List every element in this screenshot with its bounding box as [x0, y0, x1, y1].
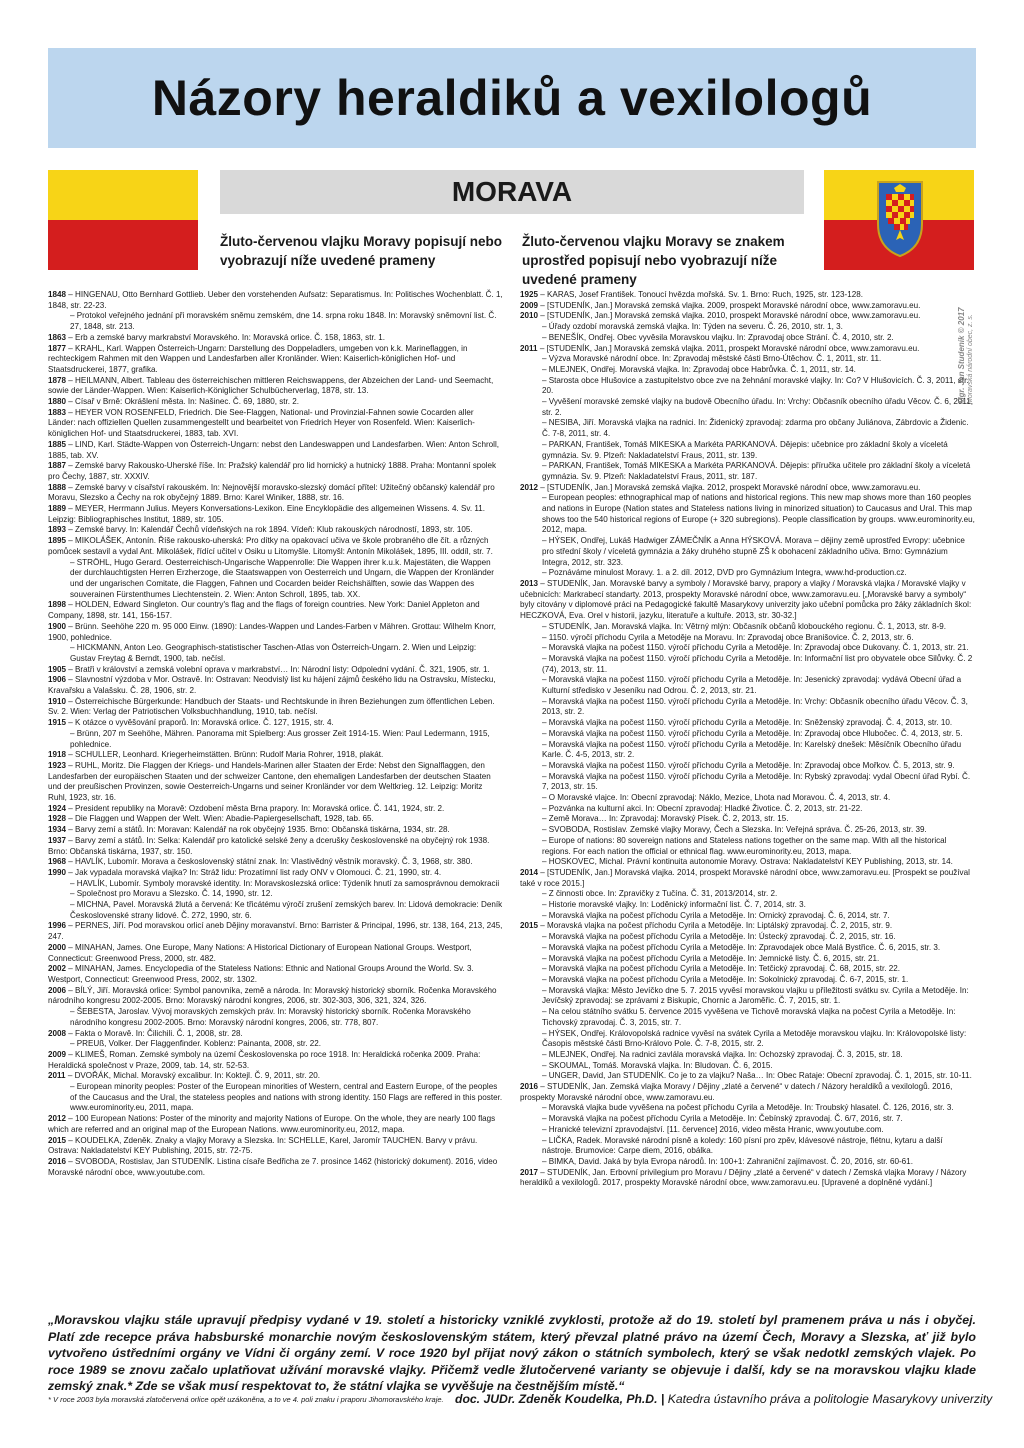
entry-text: – [STUDENÍK, Jan.] Moravská zemská vlajka. 2009, prospekt Moravské národní obce, www.zamoravu.eu.	[540, 300, 921, 310]
bibliography-entry	[520, 814, 975, 825]
bibliography-entry	[520, 986, 975, 1007]
bibliography-entry	[520, 943, 975, 954]
bibliography-entry	[520, 354, 975, 365]
entry-text: – Moravská vlajka na počest příchodu Cyrila a Metoděje. In: Ústecký zpravodaj. Č. 2, 2015, str. 16.	[542, 932, 896, 942]
entry-year: 1968	[48, 857, 67, 867]
entry-text: – LIND, Karl. Städte-Wappen von Österreich-Ungarn: nebst den Landeswappen und Landesfarben. Wien: Anton Schroll, 1885, tab. XV.	[48, 439, 499, 460]
side-credit-org: Moravská národní obec, z. s.	[967, 314, 974, 404]
bibliography-entry	[48, 943, 503, 964]
entry-text: – KARAS, Josef František. Tonoucí hvězda mořská. Sv. 1. Brno: Ruch, 1925, str. 123-128.	[540, 290, 863, 299]
bibliography-entry	[520, 536, 975, 568]
entry-text: – [STUDENÍK, Jan.] Moravská zemská vlajka. 2012, prospekt Moravské národní obce, www.zamoravu.eu.	[540, 482, 921, 492]
side-credit	[958, 286, 972, 406]
entry-text: – Moravská vlajka: Město Jevíčko dne 5. 7. 2015 vyvěsí moravskou vlajku u příležitosti svátku sv. Cyrila a Metoděje. In: Jevíčský zpravodaj: se zprávami z Biskupic, Chornic a Jaroměřic. Č. 7, 2015, str. 1.	[542, 985, 969, 1006]
entry-text: – MLEJNEK, Ondřej. Na radnici zavlála moravská vlajka. In: Ochozský zpravodaj. Č. 3, 2015, str. 18.	[542, 1049, 903, 1059]
entry-text: – [STUDENÍK, Jan.] Moravská vlajka. 2014, prospekt Moravské národní obce, www.zamoravu.eu. [Prospekt se používal také v roce 2015.]	[520, 867, 970, 888]
entry-text: – Die Flaggen und Wappen der Welt. Wien: Abadie-Papiergesellschaft, 1928, tab. 65.	[68, 814, 374, 824]
bibliography-entry	[520, 418, 975, 439]
bibliography-entry	[520, 836, 975, 857]
entry-text: – Výzva Moravské národní obce. In: Zpravodaj městské části Brno-Útěchov. Č. 1, 2011, str. 11.	[542, 354, 882, 364]
bibliography-entry	[48, 622, 503, 643]
bibliography-entry	[520, 397, 975, 418]
entry-text: – Moravská vlajka na počest příchodu Cyrila a Metoděje. In: Čebínský zpravodaj. Č. 6/7, 2016, str. 7.	[542, 1114, 903, 1124]
bibliography-entry	[48, 825, 503, 836]
entry-text: – UNGER, David, Jan STUDENÍK. Co je to za vlajku? Naša… In: Obec Rataje: Obecní zpravodaj. Č. 1, 2015, str. 10-11.	[542, 1071, 972, 1081]
bibliography-entry	[520, 954, 975, 965]
entry-text: – STRÖHL, Hugo Gerard. Oesterreichisch-Ungarische Wappenrolle: Die Wappen ihrer k.u.k. Majestäten, die Wappen der durchlauchtigsten Herren Erzherzoge, die Staatswappen von Oesterreich und Ungarn, die Wappen der Kronländer und der ungarischen Comitate, die Flaggen, Fahnen und Cocarden beider Reichshälften, sowie das Wappen des souverainen Fürstenthumes Liechtenstein. 2. Wien: Anton Schroll, 1895, tab. XX.	[70, 557, 494, 599]
bibliography-entry	[48, 1050, 503, 1071]
bibliography-entry	[520, 718, 975, 729]
bibliography-entry	[48, 483, 503, 504]
bibliography-entry	[48, 600, 503, 621]
entry-text: – Moravská vlajka bude vyvěšena na počest příchodu Cyrila a Metoděje. In: Troubský hlasatel. Č. 126, 2016, str. 3.	[542, 1103, 954, 1113]
entry-text: – Na celou státního svátku 5. července 2015 vyvěšena ve Tichově moravská vlajka na počest Cyrila a Metoděje. In: Tichovský zpravodaj. Č. 3, 2015, str. 7.	[542, 1007, 956, 1027]
entry-text: – Moravská vlajka na počest 1150. výročí příchodu Cyrila a Metoděje. In: Sněženský zpravodaj. Č. 4, 2013, str. 10.	[542, 718, 953, 728]
entry-text: – Jak vypadala moravská vlajka? In: Stráž lidu: Prozatímní list rady ONV v Olomouci. Č. 21, 1990, str. 4.	[68, 867, 442, 877]
entry-text: – Pozvánka na kulturní akci. In: Obecní zpravodaj: Hladké Životice. Č. 2, 2013, str. 21-22.	[542, 803, 863, 813]
bibliography-entry	[48, 750, 503, 761]
entry-year: 2011	[48, 1071, 66, 1081]
right-bibliography-column	[520, 290, 975, 1189]
entry-text: – European minority peoples: Poster of the European minorities of Western, central and Eastern Europe, of the peoples of the Caucasus and the Ural, the stateless peoples and nations with strong identity. 150 Flags are reffered in this poster. www.eurominority.eu, 2011, mapa.	[70, 1082, 503, 1113]
entry-text: – BENEŠÍK, Ondřej. Obec vyvěsila Moravskou vlajku. In: Zpravodaj obce Strání. Č. 4, 2010, str. 2.	[542, 332, 894, 342]
entry-year: 1863	[48, 332, 67, 342]
entry-year: 1934	[48, 825, 67, 835]
entry-year: 1996	[48, 921, 67, 931]
entry-text: – 1150. výročí příchodu Cyrila a Metoděje na Moravu. In: Zpravodaj obce Branišovice. Č. 2, 2013, str. 6.	[542, 632, 914, 642]
side-credit-text: Mgr. Jan Studeník © 2017	[957, 307, 966, 404]
entry-text: – Moravská vlajka na počest příchodu Cyrila a Metoděje. In: Zpravodajek obce Malá Bystřice. Č. 6, 2015, str. 3.	[542, 942, 941, 952]
flag-red-stripe	[48, 220, 198, 270]
bibliography-entry	[520, 729, 975, 740]
bibliography-entry	[520, 675, 975, 696]
bibliography-entry	[48, 675, 503, 696]
bibliography-entry	[520, 643, 975, 654]
author-separator: |	[660, 1392, 665, 1406]
entry-year: 1924	[48, 803, 67, 813]
entry-year: 1887	[48, 461, 67, 471]
entry-text: – HAVLÍK, Lubomír. Morava a československý státní znak. In: Vlastivědný věstník moravský. Č. 3, 1968, str. 380.	[68, 857, 473, 867]
entry-text: – Europe of nations: 80 sovereign nations and Stateless nations together on the same map. With all the historical regions. For each nation the official or ethnical flag. www.eurominority.eu, 2013, mapa.	[542, 835, 947, 856]
entry-text: – Moravská vlajka na počest 1150. výročí příchodu Cyrila a Metoděje. In: Jesenický zpravodaj: vydává Obecní úřad a Kulturní středisko v Jeseníku nad Odrou. Č. 2, 2013, str. 21.	[542, 675, 962, 696]
entry-text: – Poznáváme minulost Moravy. 1. a 2. díl. 2012, DVD pro Gymnázium Integra, www.hd-production.cz.	[542, 568, 907, 578]
entry-text: – SVOBODA, Rostislav. Zemské vlajky Moravy, Čech a Slezska. In: Veřejná správa. Č. 25-26, 2013, str. 39.	[542, 825, 927, 835]
bibliography-entry	[520, 440, 975, 461]
page-title: Názory heraldiků a vexilologů	[151, 70, 873, 126]
bibliography-entry	[520, 740, 975, 761]
entry-text: – Bratři v království a zemská volební oprava v markrabství… In: Národní listy: Odpolední vydání. Č. 321, 1905, str. 1.	[68, 664, 490, 674]
bibliography-entry	[520, 654, 975, 675]
entry-text: – K otázce o vyvěšování praporů. In: Moravská orlice. Č. 127, 1915, str. 4.	[68, 718, 334, 728]
bibliography-entry	[48, 761, 503, 804]
entry-year: 2000	[48, 942, 67, 952]
bibliography-entry	[48, 311, 503, 332]
bibliography-entry	[48, 857, 503, 868]
entry-text: – Zemské barvy. In: Kalendář Čechů vídeňských na rok 1894. Vídeň: Klub rakouských národností, 1893, str. 105.	[68, 525, 473, 535]
entry-text: – NESIBA, Jiří. Moravská vlajka na radnici. In: Židenický zpravodaj: zdarma pro občany Juliánova, Zábrdovic a Židenic. Č. 7-8, 2011, str. 4.	[542, 418, 969, 439]
entry-text: – PARKAN, František, Tomáš MIKESKA a Markéta PARKANOVÁ. Dějepis: příručka učitele pro základní školy a víceletá gymnázia. Sv. 9. Plzeň: Nakladatelství Fraus, 2011, str. 187.	[542, 461, 971, 481]
entry-text: – Moravská vlajka na počest příchodu Cyrila a Metoděje. In: Liptálský zpravodaj. Č. 2, 2015, str. 9.	[540, 921, 893, 931]
entry-text: – HÝSEK, Ondřej. Královopolská radnice vyvěsí na svátek Cyrila a Metoděje moravskou vlajku. In: Královopolské listy: Časopis městské části Brno-Královo Pole. Č. 7-8, 2015, str. 2.	[542, 1028, 967, 1049]
bibliography-entry	[520, 1103, 975, 1114]
bibliography-entry	[48, 1157, 503, 1178]
entry-text: – BÍLÝ, Jiří. Moravská orlice: Symbol panovníka, země a národa. In: Moravský historický sborník. Ročenka Moravského národního kongresu 2002-2005. Brno: Moravský národní kongres, 2006, str. 302-303, 306, 321, 324, 326.	[48, 985, 497, 1006]
bibliography-entry	[520, 1050, 975, 1061]
entry-text: – Protokol veřejného jednání při moravském sněmu zemském, dne 14. srpna roku 1848. In: Moravský sněmovní list. Č. 27, 1848, str. 213.	[70, 311, 497, 332]
bibliography-entry	[520, 1125, 975, 1136]
bibliography-entry	[48, 525, 503, 536]
entry-year: 2016	[48, 1156, 67, 1166]
subtitle-right: Žluto-červenou vlajku Moravy se znakem uprostřed popisují nebo vyobrazují níže uvedené prameny	[522, 234, 785, 287]
entry-year: 1990	[48, 867, 67, 877]
bibliography-entry	[48, 1007, 503, 1028]
bibliography-entry	[520, 793, 975, 804]
entry-text: – HOLDEN, Edward Singleton. Our country's flag and the flags of foreign countries. New York: Daniel Appleton and Company, 1898, str. 141, 156-157.	[48, 600, 480, 621]
bibliography-entry	[520, 1029, 975, 1050]
entry-text: – DVOŘÁK, Michal. Moravský excalibur. In: Koktejl. Č. 9, 2011, str. 20.	[67, 1071, 321, 1081]
entry-text: – Starosta obce Hlušovice a zastupitelstvo obce zve na žehnání moravské vlajky. In: Co? V Hlušovicích. Č. 3, 2011, str. 20.	[542, 375, 969, 396]
quote-paragraph: „Moravskou vlajku stále upravují předpisy vydané v 19. století a historicky vzniklé zvyklosti, protože až do 19. století byl pramenem práva u nás i obyčej. Platí zde recepce práva habsburské monarchie novým československým státem, který převzal platné právo na území Čech, Moravy a Slezska, ať již bylo vytvořeno ústředními orgány ve Vídni či orgány zemí. V roce 1920 byl přijat nový zákon o státních symbolech, který se však nedotkl zemských vlajek. Po roce 1989 se znovu začalo uplatňovat užívání moravské vlajky. Přičemž vedle žlutočervené varianty se objevuje i další, kdy se na moravskou vlajku klade zemský znak.* Zde se však musí respektovat to, že státní vlajka se vyvěšuje na čestnějším místě.“	[48, 1313, 976, 1394]
entry-year: 2009	[520, 300, 539, 310]
entry-text: – Císař v Brně: Okrášlení města. In: Našinec. Č. 69, 1880, str. 2.	[68, 397, 300, 407]
bibliography-entry	[48, 729, 503, 750]
entry-year: 1900	[48, 621, 67, 631]
entry-text: – Úřady ozdobí moravská zemská vlajka. In: Týden na severu. Č. 26, 2010, str. 1, 3.	[542, 322, 843, 332]
bibliography-entry	[48, 804, 503, 815]
bibliography-entry	[520, 633, 975, 644]
bibliography-entry	[48, 643, 503, 664]
bibliography-entry	[520, 1114, 975, 1125]
bibliography-entry	[48, 1082, 503, 1114]
bibliography-entry	[520, 857, 975, 868]
bibliography-entry	[520, 579, 975, 622]
entry-year: 2017	[520, 1167, 539, 1177]
bibliography-entry	[520, 365, 975, 376]
entry-year: 2016	[520, 1082, 539, 1092]
entry-text: – Moravská vlajka na počest 1150. výročí příchodu Cyrila a Metoděje. In: Informační list pro obyvatele obce Silůvky. Č. 2 (74), 2013, str. 11.	[542, 653, 973, 674]
entry-text: – President republiky na Moravě: Ozdobení města Brna prapory. In: Moravská orlice. Č. 141, 1924, str. 2.	[68, 803, 445, 813]
entry-text: – [STUDENÍK, Jan.] Moravská zemská vlajka. 2010, prospekt Moravské národní obce, www.zamoravu.eu.	[540, 311, 921, 321]
quote-author	[455, 1392, 992, 1406]
bibliography-entry	[48, 504, 503, 525]
entry-year: 1885	[48, 439, 67, 449]
entry-text: – PERNES, Jiří. Pod moravskou orlicí aneb Dějiny moravanství. Brno: Barrister & Principal, 1996, str. 138, 164, 213, 245, 247.	[48, 921, 503, 942]
entry-year: 1918	[48, 750, 67, 760]
entry-year: 1877	[48, 343, 67, 353]
bibliography-entry	[48, 964, 503, 985]
entry-year: 1888	[48, 482, 67, 492]
entry-text: – KLIMEŠ, Roman. Zemské symboly na území Československa po roce 1918. In: Heraldická ročenka 2009. Praha: Heraldická společnost v Praze, 2009, tab. 14, str. 52-53.	[48, 1049, 481, 1070]
entry-text: – HEYER VON ROSENFELD, Friedrich. Die See-Flaggen, National- und Provinzial-Fahnen sowie Cocarden aller Länder: nach offiziellen Quellen zusammengestellt und bearbeitet von Friedrich Heyer von Rosenfeld. Wien: Kaiserlich-königlichen Hof- und Staatsdruckerei, 1883, tab. XVI.	[48, 407, 475, 439]
bibliography-entry	[520, 900, 975, 911]
entry-text: – SKOUMAL, Tomáš. Moravská vlajka. In: Bludovan. Č. 6, 2015.	[542, 1060, 773, 1070]
bibliography-entry	[520, 1007, 975, 1028]
entry-year: 1905	[48, 664, 67, 674]
entry-year: 1878	[48, 375, 67, 385]
entry-year: 1895	[48, 536, 67, 546]
bibliography-entry	[48, 536, 503, 557]
entry-year: 2011	[520, 343, 538, 353]
entry-text: – HAVLÍK, Lubomír. Symboly moravské identity. In: Moravskoslezská orlice: Týdeník hnutí za samosprávnou demokracii – Společnost pro Moravu a Slezsko. Č. 14, 1990, str. 12.	[70, 878, 500, 899]
moravian-eagle-coat-of-arms-icon	[874, 178, 926, 258]
footnote: * V roce 2003 byla moravská zlatočervená orlice opět uzákoněna, a to ve 4. poli znaku i praporu Jihomoravského kraje.	[48, 1395, 444, 1404]
entry-text: – Moravská vlajka na počest 1150. výročí příchodu Cyrila a Metoděje. In: Zpravodaj obce Hlubočec. Č. 4, 2013, str. 5.	[542, 728, 963, 738]
title-banner	[48, 48, 976, 148]
entry-text: – STUDENÍK, Jan. Moravské barvy a symboly / Moravské barvy, prapory a vlajky / Moravská vlajka / Moravské vlajky v učebnicích: Markrabecí standarty. 2013, prospekty Moravské národní obce, www.zamoravu.eu. [„Moravské barvy a symboly“ byly citovány v diplomové práci na Pedagogické fakultě Masarykovy univerzity jako učební pomůcka pro žáky základních škol: HECZKOVÁ, Eva. Orel v historii, jazyku, literatuře a kultuře. 2013, str. 30-32.]	[520, 578, 972, 621]
entry-year: 2006	[48, 985, 67, 995]
entry-text: – Slavnostní výzdoba v Mor. Ostravě. In: Ostravan: Neodvislý list ku hájení zájmů českého lidu na Ostravsku, Místecku, Kravařsku a Valašsku. Č. 28, 1906, str. 2.	[48, 675, 496, 696]
bibliography-entry	[520, 301, 975, 312]
entry-text: – PREUß, Volker. Der Flaggenfinder. Koblenz: Painanta, 2008, str. 22.	[70, 1039, 322, 1049]
bibliography-entry	[520, 1136, 975, 1157]
entry-year: 2014	[520, 867, 539, 877]
bibliography-entry	[520, 483, 975, 494]
entry-year: 1848	[48, 290, 67, 299]
bibliography-entry	[520, 322, 975, 333]
entry-year: 2015	[48, 1135, 67, 1145]
entry-text: – Moravská vlajka na počest 1150. výročí příchodu Cyrila a Metoděje. In: Zpravodaj obce Mořkov. Č. 5, 2013, str. 9.	[542, 760, 955, 770]
entry-text: – MICHNA, Pavel. Moravská žlutá a červená: Ke třicátému výročí zrušení zemských barev. In: Lidová demokracie: Deník Československé strany lidové. Č. 272, 1990, str. 6.	[70, 900, 503, 920]
entry-text: – STUDENÍK, Jan. Erbovní privilegium pro Moravu / Dějiny „zlaté a červené“ v datech / Zemská vlajka Moravy / Názory heraldiků a vexilologů. 2017, prospekty Moravské národní obce, www.zamoravu.eu. [Upravené a doplněné vydání.]	[520, 1167, 967, 1188]
bibliography-entry	[520, 1071, 975, 1082]
bibliography-entry	[520, 697, 975, 718]
bibliography-entry	[520, 344, 975, 355]
entry-year: 2012	[48, 1114, 67, 1124]
bibliography-entry	[48, 408, 503, 440]
entry-year: 2002	[48, 964, 67, 974]
bibliography-entry	[48, 461, 503, 482]
bibliography-entry	[520, 568, 975, 579]
entry-year: 2009	[48, 1049, 67, 1059]
entry-text: – [STUDENÍK, Jan.] Moravská zemská vlajka. 2011, prospekt Moravské národní obce, www.zamoravu.eu.	[539, 343, 920, 353]
entry-year: 2010	[520, 311, 539, 321]
entry-year: 1925	[520, 290, 539, 299]
bibliography-entry	[48, 697, 503, 718]
flag-yellow-stripe	[48, 170, 198, 220]
bibliography-entry	[48, 814, 503, 825]
bibliography-entry	[48, 921, 503, 942]
entry-text: – HICKMANN, Anton Leo. Geographisch-statistischer Taschen-Atlas von Österreich-Ungarn. 2. Wien und Leipzig: Gustav Freytag & Berndt, 1900, tab. nečísl.	[70, 643, 477, 663]
entry-text: – Moravská vlajka na počest 1150. výročí příchodu Cyrila a Metoděje. In: Zpravodaj obce Dukovany. Č. 1, 2013, str. 21.	[542, 643, 969, 653]
section-title: MORAVA	[220, 170, 804, 214]
bibliography-entry	[520, 804, 975, 815]
entry-text: – HOSKOVEC, Michal. Právní kontinuita autonomie Moravy. Ostrava: Nakladatelství KEY Publishing, 2013, str. 14.	[542, 857, 953, 867]
entry-text: – PARKAN, František, Tomáš MIKESKA a Markéta PARKANOVÁ. Dějepis: učebnice pro základní školy a víceletá gymnázia. Sv. 9. Plzeň: Nakladatelství Fraus, 2011, str. 139.	[542, 439, 948, 460]
entry-text: – HEILMANN, Albert. Tableau des österreichischen mittleren Reichswappens, der Abzeichen der Land- und Seemacht, sowie der Länder-Wappen. Wien: Kaiserlich-Königlicher Schulbücherverlag, 1878, str. 13.	[48, 375, 494, 396]
entry-text: – Moravská vlajka na počest příchodu Cyrila a Metoděje. In: Jemnické listy. Č. 6, 2015, str. 21.	[542, 953, 880, 963]
entry-text: – STUDENÍK, Jan. Zemská vlajka Moravy / Dějiny „zlaté a červené“ v datech / Názory heraldiků a vexilologů. 2016, prospekty Moravské národní obce, www.zamoravu.eu.	[520, 1082, 953, 1102]
entry-text: – Moravská vlajka na počest příchodu Cyrila a Metoděje. In: Sokolnický zpravodaj. Č. 6-7, 2015, str. 1.	[542, 975, 909, 984]
entry-text: – Země Morava… In: Zpravodaj: Moravský Písek. Č. 2, 2013, str. 15.	[542, 814, 789, 824]
bibliography-entry	[520, 889, 975, 900]
bibliography-entry	[520, 761, 975, 772]
entry-text: – European peoples: ethnographical map of nations and historical regions. This new map shows more than 160 peoples and nations in Europe (Nation states and Stateless nations living in minorized situation) to Caucasus and Ural. This map shows too the 540 historical regions of Europe (+ 320 subregions). People classification by groups. www.eurominority.eu, 2012, mapa.	[542, 493, 975, 535]
bibliography-entry	[48, 440, 503, 461]
entry-year: 1923	[48, 760, 67, 770]
entry-text: – Z činnosti obce. In: Zpravičky z Tučína. Č. 31, 2013/2014, str. 2.	[542, 889, 778, 899]
entry-text: – Vyvěšení moravské zemské vlajky na budově Obecního úřadu. In: Vrchy: Občasník obecního úřadu Věcov. Č. 6, 2011, str. 2.	[542, 397, 973, 417]
entry-year: 2015	[520, 921, 539, 931]
entry-text: – Historie moravské vlajky. In: Loděnický informační list. Č. 7, 2014, str. 3.	[542, 900, 806, 910]
entry-text: – Hranické televizní zpravodajství. [11. července] 2016, video města Hranic, www.youtube.com.	[542, 1124, 884, 1134]
bibliography-entry	[48, 1071, 503, 1082]
bibliography-entry	[48, 376, 503, 397]
entry-text: – MEYER, Herrmann Julius. Meyers Konversations-Lexikon. Eine Encyklopädie des allgemeinen Wissens. 4. Sv. 11. Leipzig: Bibliographisches Institut, 1889, str. 105.	[48, 504, 485, 524]
bibliography-entry	[520, 1082, 975, 1103]
bibliography-entry	[520, 1061, 975, 1072]
bibliography-entry	[48, 836, 503, 857]
left-bibliography-column	[48, 290, 503, 1178]
bibliography-entry	[520, 911, 975, 922]
entry-year: 1883	[48, 407, 67, 417]
bibliography-entry	[520, 461, 975, 482]
bibliography-entry	[520, 376, 975, 397]
entry-text: – Moravská vlajka na počest příchodu Cyrila a Metoděje. In: Tetčický zpravodaj. Č. 68, 2015, str. 22.	[542, 964, 900, 974]
bibliography-entry	[48, 1029, 503, 1040]
bibliography-entry	[520, 333, 975, 344]
entry-text: – Brünn. Seehöhe 220 m. 95 000 Einw. (1890): Landes-Wappen und Landes-Farben v Mähren. Grottau: Wilhelm Knorr, 1900, pohlednice.	[48, 621, 496, 642]
bibliography-entry	[48, 868, 503, 879]
entry-year: 1928	[48, 814, 67, 824]
bibliography-entry	[520, 772, 975, 793]
bibliography-entry	[520, 975, 975, 986]
bibliography-entry	[48, 986, 503, 1007]
entry-text: – Zemské barvy Rakousko-Uherské říše. In: Pražský kalendář pro lid hornický a hutnický 1888. Praha: Montanní spolek pro Čechy, 1887, str. XXXIV.	[48, 461, 497, 481]
bibliography-entry	[48, 879, 503, 900]
entry-year: 2013	[520, 578, 539, 588]
entry-text: – O Moravské vlajce. In: Obecní zpravodaj: Náklo, Mezice, Lhota nad Moravou. Č. 4, 2013, str. 4.	[542, 793, 891, 803]
bibliography-entry	[520, 825, 975, 836]
bibliography-entry	[48, 1039, 503, 1050]
entry-text: – Barvy zemí a států. In: Moravan: Kalendář na rok obyčejný 1935. Brno: Občanská tiskárna, 1934, str. 28.	[68, 825, 450, 835]
entry-text: – BIMKA, David. Jaká by byla Evropa národů. In: 100+1: Zahraniční zajímavost. Č. 20, 2016, str. 60-61.	[542, 1156, 913, 1166]
entry-text: – Barvy zemí a států. In: Selka: Kalendář pro katolické selské ženy a dcerušky československé na obyčejný rok 1938. Brno: Občanská tiskárna, 1937, str. 150.	[48, 835, 490, 856]
entry-year: 1898	[48, 600, 67, 610]
bibliography-entry	[48, 1114, 503, 1135]
bibliography-entry	[520, 868, 975, 889]
entry-text: – MLEJNEK, Ondřej. Moravská vlajka. In: Zpravodaj obce Habrůvka. Č. 1, 2011, str. 14.	[542, 364, 856, 374]
bibliography-entry	[520, 290, 975, 301]
entry-text: – Erb a zemské barvy markrabství Moravského. In: Moravská orlice. Č. 158, 1863, str. 1.	[68, 332, 385, 342]
bibliography-entry	[520, 921, 975, 932]
entry-text: – MIKOLÁŠEK, Antonín. Říše rakousko-uherská: Pro dítky na opakovací učiva ve škole probraného dle čít. a různých pomůcek sestavil a vydal Ant. Mikolášek, řídící učitel v Osiku u Litomyšle. Litomyšl: Antonín Mikolášek, 1895, III. oddíl, str. 7.	[48, 536, 493, 556]
entry-text: – 100 European Nations: Poster of the minority and majority Nations of Europe. On the whole, they are nearly 100 flags which are referred and an original map of the European Nations. www.eurominority.eu, 2012, mapa.	[48, 1114, 496, 1134]
bibliography-entry	[48, 900, 503, 921]
entry-text: – SCHULLER, Leonhard. Kriegerheimstätten. Brünn: Rudolf Maria Rohrer, 1918, plakát.	[68, 750, 384, 760]
author-department: Katedra ústavního práva a politologie Masarykovy univerzity	[667, 1392, 993, 1406]
entry-year: 1910	[48, 696, 67, 706]
bibliography-entry	[48, 665, 503, 676]
entry-text: – STUDENÍK, Jan. Moravská vlajka. In: Větrný mlýn: Občasník občanů klobouckého regionu. Č. 1, 2013, str. 8-9.	[542, 621, 946, 631]
bibliography-entry	[520, 932, 975, 943]
entry-text: – Moravská vlajka na počest 1150. výročí příchodu Cyrila a Metoděje. In: Vrchy: Občasník obecního úřadu Věcov. Č. 3, 2013, str. 2.	[542, 696, 968, 717]
entry-text: – Moravská vlajka na počest příchodu Cyrila a Metoděje. In: Ornický zpravodaj. Č. 6, 2014, str. 7.	[542, 910, 890, 920]
bibliography-entry	[48, 718, 503, 729]
moravian-flag-plain	[48, 170, 198, 270]
bibliography-entry	[48, 290, 503, 311]
entry-year: 2012	[520, 482, 539, 492]
entry-year: 1906	[48, 675, 67, 685]
entry-text: – KOUDELKA, Zdeněk. Znaky a vlajky Moravy a Slezska. In: SCHELLE, Karel, Jaromír TAUCHEN. Barvy v právu. Ostrava: Nakladatelství KEY Publishing, 2015, str. 72-75.	[48, 1135, 478, 1156]
author-name: doc. JUDr. Zdeněk Koudelka, Ph.D.	[455, 1392, 658, 1406]
entry-text: – Österreichische Bürgerkunde: Handbuch der Staats- und Rechtskunde in ihren Beziehungen zum öffentlichen Leben. Sv. 2. Wien: Verlag der Patriotischen Volksbuchhandlung, 1910, tab. nečísl.	[48, 696, 495, 717]
subtitle-left: Žluto-červenou vlajku Moravy popisují nebo vyobrazují níže uvedené prameny	[220, 234, 503, 268]
bibliography-entry	[48, 333, 503, 344]
entry-year: 1915	[48, 718, 67, 728]
entry-text: – MINAHAN, James. Encyclopedia of the Stateless Nations: Ethnic and National Groups Around the World. Sv. 3. Westport, Connecticut: Greenwood Press, 2002, str. 1302.	[48, 964, 474, 984]
entry-year: 1889	[48, 504, 67, 514]
entry-text: – Moravská vlajka na počest 1150. výročí příchodu Cyrila a Metoděje. In: Karelský dnešek: Měsíčník Obecního úřadu Karle. Č. 4-5, 2013, str. 2.	[542, 739, 962, 760]
entry-year: 2008	[48, 1028, 67, 1038]
entry-text: – KRAHL, Karl. Wappen Österreich-Ungarn: Darstellung des Doppeladlers, umgeben von k.k. Marineflaggen, in rechteckigem Rahmen mit den Wappen und Landesfarben aller Kronländer. Wien: Kaiserlich-königlichen Hof- und Staatsdruckerei, 1877, grafika.	[48, 343, 468, 374]
bibliography-entry	[48, 344, 503, 376]
bibliography-entry	[48, 558, 503, 601]
bibliography-entry	[520, 964, 975, 975]
entry-text: – LIČKA, Radek. Moravské národní písně a koledy: 160 písní pro zpěv, klávesové nástroje, flétnu, kytaru a další nástroje. Brumovice: Carpe diem, 2016, obálka.	[542, 1135, 943, 1156]
entry-text: – Zemské barvy v císařství rakouském. In: Nejnovější moravsko-slezský domácí přítel: Užitečný občanský kalendář pro Moravu, Slezsko a Čechy na rok obyčejný 1889. Brno: Karel Winiker, 1888, str. 16.	[48, 482, 495, 503]
entry-text: – Fakta o Moravě. In: Čilichili. Č. 1, 2008, str. 28.	[68, 1028, 243, 1038]
entry-year: 1893	[48, 525, 67, 535]
bibliography-entry	[48, 1136, 503, 1157]
entry-year: 1937	[48, 835, 67, 845]
entry-year: 1880	[48, 397, 67, 407]
entry-text: – ŠEBESTA, Jaroslav. Vývoj moravských zemských práv. In: Moravský historický sborník. Ročenka Moravského národního kongresu 2002-2005. Brno: Moravský národní kongres, 2006, str. 778, 807.	[70, 1007, 471, 1027]
entry-text: – MINAHAN, James. One Europe, Many Nations: A Historical Dictionary of European National Groups. Westport, Connecticut: Greenwood Press, 2000, str. 482.	[48, 942, 472, 963]
entry-text: – Moravská vlajka na počest 1150. výročí příchodu Cyrila a Metoděje. In: Rybský zpravodaj: vydal Obecní úřad Rybí. Č. 7, 2013, str. 15.	[542, 771, 971, 792]
bibliography-entry	[520, 622, 975, 633]
entry-text: – HÝSEK, Ondřej, Lukáš Hadwiger ZÁMEČNÍK a Anna HÝSKOVÁ. Morava – dějiny země uprostřed Evropy: učebnice pro střední školy / víceletá gymnázia a žáky druhého stupně ZŠ k obohacení základního učiva. Brno: Gymnázium Integra, 2012, str. 323.	[542, 536, 965, 567]
bibliography-entry	[520, 311, 975, 322]
entry-text: – HINGENAU, Otto Bernhard Gottlieb. Ueber den vorstehenden Aufsatz: Separatismus. In: Politisches Wochenblatt. Č. 1, 1848, str. 22-23.	[48, 290, 503, 310]
bibliography-entry	[48, 397, 503, 408]
entry-text: – SVOBODA, Rostislav, Jan STUDENÍK. Listina císaře Bedřicha ze 7. prosince 1462 (historický dokument). 2016, video Moravské národní obce, www.youtube.com.	[48, 1156, 498, 1177]
bibliography-entry	[520, 1157, 975, 1168]
entry-text: – Brünn, 207 m Seehöhe, Mähren. Panorama mit Spielberg: Aus grosser Zeit 1914-15. Wien: Paul Ledermann, 1915, pohlednice.	[70, 728, 490, 749]
entry-text: – RUHL, Moritz. Die Flaggen der Kriegs- und Handels-Marinen aller Staaten der Erde: Nebst den Signalflaggen, den Landesfarben der europäischen Staaten und der schweizer Cantone, den ehemaligen Landesfarben der deutschen Staaten und der preußischen Provinzen, sowie Oesterreich-Ungarns und seiner Kronländer vor dem Weltkrieg. 12. Leipzig: Moritz Ruhl, 1923, str. 16.	[48, 760, 491, 803]
bibliography-entry	[520, 1168, 975, 1189]
bibliography-entry	[520, 493, 975, 536]
